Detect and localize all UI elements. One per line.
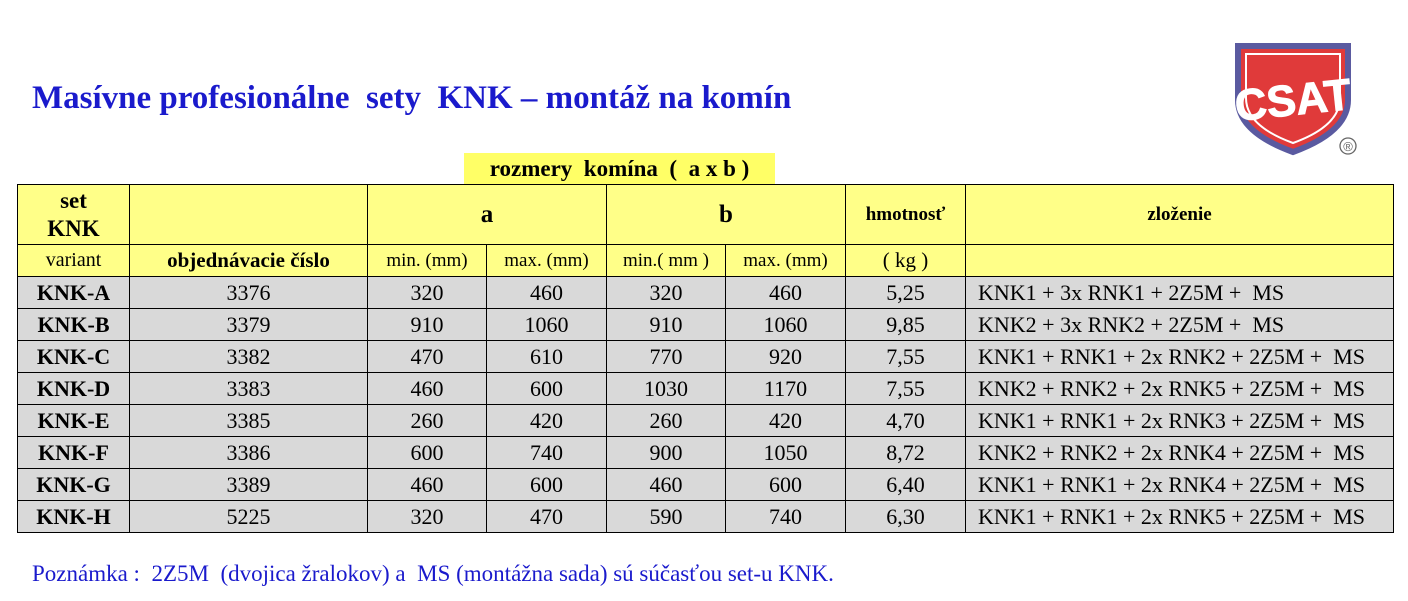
weight-cell: 6,40 — [846, 469, 966, 501]
composition-header: zloženie — [966, 185, 1394, 245]
b-min-cell: 260 — [607, 405, 726, 437]
a-max-cell: 1060 — [487, 309, 607, 341]
b-max-cell: 1050 — [726, 437, 846, 469]
order-number-cell: 3376 — [130, 277, 368, 309]
weight-cell: 6,30 — [846, 501, 966, 533]
b-header: b — [607, 185, 846, 245]
order-number-cell: 3379 — [130, 309, 368, 341]
weight-cell: 7,55 — [846, 341, 966, 373]
variant-cell: KNK-D — [18, 373, 130, 405]
weight-unit-header: ( kg ) — [846, 245, 966, 277]
order-number-cell: 3385 — [130, 405, 368, 437]
table-row — [18, 437, 1394, 469]
table-row — [18, 277, 1394, 309]
order-number-cell: 3382 — [130, 341, 368, 373]
order-number-cell: 3383 — [130, 373, 368, 405]
a-min-cell: 260 — [368, 405, 487, 437]
b-min-cell: 590 — [607, 501, 726, 533]
b-max-cell: 600 — [726, 469, 846, 501]
a-header: a — [368, 185, 607, 245]
weight-header: hmotnosť — [846, 185, 966, 245]
set-knk-header: set KNK — [18, 185, 130, 245]
b-min-header: min.( mm ) — [607, 245, 726, 277]
a-min-cell: 600 — [368, 437, 487, 469]
order-number-header: objednávacie číslo — [130, 245, 368, 277]
a-max-cell: 740 — [487, 437, 607, 469]
a-max-header: max. (mm) — [487, 245, 607, 277]
composition-cell: KNK2 + 3x RNK2 + 2Z5M + MS — [966, 309, 1394, 341]
a-min-cell: 470 — [368, 341, 487, 373]
composition-cell: KNK2 + RNK2 + 2x RNK5 + 2Z5M + MS — [966, 373, 1394, 405]
b-max-cell: 1060 — [726, 309, 846, 341]
weight-cell: 5,25 — [846, 277, 966, 309]
a-max-cell: 420 — [487, 405, 607, 437]
table-row — [18, 341, 1394, 373]
composition-cell: KNK1 + RNK1 + 2x RNK5 + 2Z5M + MS — [966, 501, 1394, 533]
b-max-cell: 460 — [726, 277, 846, 309]
table-row — [18, 469, 1394, 501]
logo-text: CSAT — [1232, 70, 1354, 131]
a-min-header: min. (mm) — [368, 245, 487, 277]
variant-cell: KNK-E — [18, 405, 130, 437]
b-min-cell: 910 — [607, 309, 726, 341]
table-row — [18, 309, 1394, 341]
weight-cell: 4,70 — [846, 405, 966, 437]
composition-unit-cell — [966, 245, 1394, 277]
b-min-cell: 320 — [607, 277, 726, 309]
composition-cell: KNK1 + RNK1 + 2x RNK4 + 2Z5M + MS — [966, 469, 1394, 501]
csat-logo — [1232, 40, 1362, 162]
composition-cell: KNK1 + 3x RNK1 + 2Z5M + MS — [966, 277, 1394, 309]
a-min-cell: 460 — [368, 469, 487, 501]
a-max-cell: 600 — [487, 373, 607, 405]
variant-cell: KNK-A — [18, 277, 130, 309]
a-min-cell: 460 — [368, 373, 487, 405]
weight-cell: 9,85 — [846, 309, 966, 341]
a-min-cell: 910 — [368, 309, 487, 341]
table-row — [18, 373, 1394, 405]
b-max-header: max. (mm) — [726, 245, 846, 277]
a-max-cell: 460 — [487, 277, 607, 309]
b-max-cell: 420 — [726, 405, 846, 437]
order-number-cell: 5225 — [130, 501, 368, 533]
variant-cell: KNK-G — [18, 469, 130, 501]
footnote: Poznámka : 2Z5M (dvojica žralokov) a MS (montážna sada) sú súčasťou set-u KNK. — [32, 561, 834, 586]
b-min-cell: 770 — [607, 341, 726, 373]
header-row-2 — [18, 245, 1394, 277]
b-max-cell: 1170 — [726, 373, 846, 405]
weight-cell: 7,55 — [846, 373, 966, 405]
composition-cell: KNK1 + RNK1 + 2x RNK3 + 2Z5M + MS — [966, 405, 1394, 437]
variant-cell: KNK-H — [18, 501, 130, 533]
b-max-cell: 740 — [726, 501, 846, 533]
a-max-cell: 470 — [487, 501, 607, 533]
variant-header: variant — [18, 245, 130, 277]
order-number-cell: 3386 — [130, 437, 368, 469]
blank-header-cell — [130, 185, 368, 245]
a-min-cell: 320 — [368, 277, 487, 309]
chimney-dimensions-caption: rozmery komína ( a x b ) — [464, 153, 775, 184]
variant-cell: KNK-F — [18, 437, 130, 469]
b-min-cell: 460 — [607, 469, 726, 501]
a-min-cell: 320 — [368, 501, 487, 533]
a-max-cell: 610 — [487, 341, 607, 373]
table-row — [18, 501, 1394, 533]
order-number-cell: 3389 — [130, 469, 368, 501]
a-max-cell: 600 — [487, 469, 607, 501]
variant-cell: KNK-B — [18, 309, 130, 341]
page-title: Masívne profesionálne sety KNK – montáž na komín — [32, 80, 792, 116]
registered-mark: ® — [1343, 139, 1353, 154]
b-min-cell: 1030 — [607, 373, 726, 405]
header-row-1 — [18, 185, 1394, 245]
composition-cell: KNK1 + RNK1 + 2x RNK2 + 2Z5M + MS — [966, 341, 1394, 373]
table-row — [18, 405, 1394, 437]
weight-cell: 8,72 — [846, 437, 966, 469]
b-min-cell: 900 — [607, 437, 726, 469]
knk-spec-table — [17, 184, 1394, 533]
composition-cell: KNK2 + RNK2 + 2x RNK4 + 2Z5M + MS — [966, 437, 1394, 469]
b-max-cell: 920 — [726, 341, 846, 373]
variant-cell: KNK-C — [18, 341, 130, 373]
